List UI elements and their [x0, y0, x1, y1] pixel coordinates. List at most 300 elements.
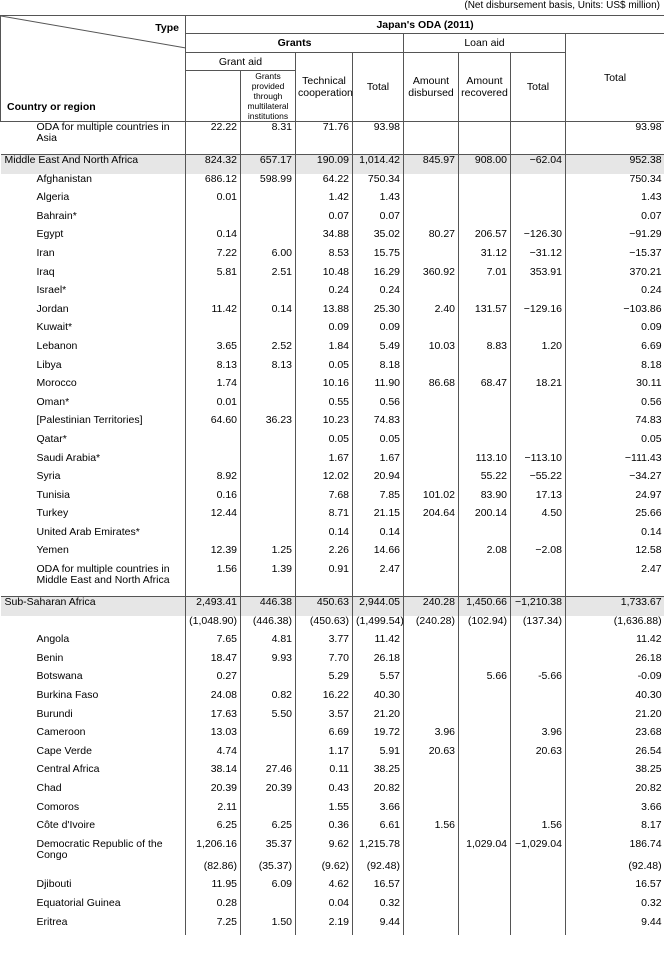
header-loan-total: Total — [511, 53, 566, 122]
value-cell — [404, 917, 459, 936]
value-cell: 5.29 — [296, 671, 353, 690]
value-cell: 845.97 — [404, 155, 459, 174]
value-cell: 0.28 — [186, 898, 241, 917]
value-cell: 360.92 — [404, 267, 459, 286]
row-name: Iraq — [36, 265, 55, 278]
value-cell: 4.81 — [241, 634, 296, 653]
value-cell: (92.48) — [353, 861, 404, 880]
value-cell: 8.17 — [566, 820, 664, 839]
value-cell — [459, 764, 511, 783]
value-cell — [186, 527, 241, 546]
value-cell — [404, 434, 459, 453]
value-cell: 15.75 — [353, 248, 404, 267]
value-cell — [511, 322, 566, 341]
table-row — [1, 709, 664, 728]
value-cell — [459, 898, 511, 917]
value-cell: 2.08 — [459, 545, 511, 564]
value-cell: −31.12 — [511, 248, 566, 267]
header-grant-aid-blank — [186, 71, 241, 122]
row-name: Morocco — [36, 377, 77, 390]
spacer-cell — [296, 586, 353, 597]
value-cell: 4.50 — [511, 508, 566, 527]
value-cell: 0.05 — [353, 434, 404, 453]
value-cell — [404, 653, 459, 672]
value-cell: 1.39 — [241, 564, 296, 586]
value-cell: 20.82 — [353, 783, 404, 802]
value-cell: 3.66 — [566, 802, 664, 821]
value-cell: 38.14 — [186, 764, 241, 783]
table-row — [1, 653, 664, 672]
value-cell — [404, 690, 459, 709]
value-cell: 12.58 — [566, 545, 664, 564]
table-row — [1, 634, 664, 653]
value-cell: 20.63 — [511, 746, 566, 765]
value-cell: 18.47 — [186, 653, 241, 672]
value-cell: 204.64 — [404, 508, 459, 527]
value-cell — [404, 471, 459, 490]
value-cell — [511, 709, 566, 728]
value-cell: −15.37 — [566, 248, 664, 267]
table-row — [1, 527, 664, 546]
spacer-cell — [241, 586, 296, 597]
value-cell — [404, 174, 459, 193]
value-cell: 0.07 — [296, 211, 353, 230]
value-cell — [511, 898, 566, 917]
value-cell: 26.18 — [566, 653, 664, 672]
value-cell: 1.17 — [296, 746, 353, 765]
table-row — [1, 248, 664, 267]
value-cell — [459, 434, 511, 453]
value-cell — [241, 378, 296, 397]
value-cell: 450.63 — [296, 597, 353, 616]
value-cell: 10.48 — [296, 267, 353, 286]
table-row — [1, 229, 664, 248]
value-cell: 24.97 — [566, 490, 664, 509]
value-cell: 0.55 — [296, 397, 353, 416]
row-name: Burkina Faso — [36, 689, 99, 702]
value-cell: 3.77 — [296, 634, 353, 653]
value-cell: 30.11 — [566, 378, 664, 397]
value-cell: 1.20 — [511, 341, 566, 360]
value-cell: 26.54 — [566, 746, 664, 765]
value-cell: 6.61 — [353, 820, 404, 839]
table-row — [1, 861, 664, 880]
value-cell: 206.57 — [459, 229, 511, 248]
header-total: Total — [566, 34, 664, 122]
oda-table — [0, 15, 664, 935]
value-cell — [459, 820, 511, 839]
value-cell — [241, 397, 296, 416]
table-row — [1, 898, 664, 917]
value-cell: 20.82 — [566, 783, 664, 802]
value-cell: 64.60 — [186, 415, 241, 434]
value-cell: 2.52 — [241, 341, 296, 360]
value-cell: 8.71 — [296, 508, 353, 527]
value-cell: 26.18 — [353, 653, 404, 672]
table-row — [1, 746, 664, 765]
value-cell: −111.43 — [566, 453, 664, 472]
value-cell — [404, 709, 459, 728]
value-cell: 0.16 — [186, 490, 241, 509]
value-cell — [459, 727, 511, 746]
value-cell: 657.17 — [241, 155, 296, 174]
value-cell: 2.51 — [241, 267, 296, 286]
table-row — [1, 727, 664, 746]
value-cell — [459, 397, 511, 416]
value-cell: 370.21 — [566, 267, 664, 286]
value-cell: −34.27 — [566, 471, 664, 490]
value-cell — [241, 898, 296, 917]
value-cell — [404, 671, 459, 690]
value-cell — [404, 861, 459, 880]
table-row — [1, 564, 664, 586]
value-cell — [241, 192, 296, 211]
value-cell — [459, 415, 511, 434]
spacer-cell — [1, 144, 186, 155]
spacer-cell — [511, 586, 566, 597]
value-cell — [404, 879, 459, 898]
value-cell: 0.11 — [296, 764, 353, 783]
value-cell — [241, 322, 296, 341]
value-cell: 5.91 — [353, 746, 404, 765]
value-cell: 0.32 — [353, 898, 404, 917]
value-cell: 1,206.16 — [186, 839, 241, 861]
value-cell — [404, 322, 459, 341]
value-cell — [459, 783, 511, 802]
value-cell: −55.22 — [511, 471, 566, 490]
value-cell — [404, 802, 459, 821]
value-cell: 93.98 — [353, 122, 404, 145]
value-cell: 8.18 — [353, 360, 404, 379]
row-name: Israel* — [36, 284, 67, 297]
value-cell: 0.14 — [296, 527, 353, 546]
region-row — [1, 597, 664, 616]
row-name — [1, 616, 186, 635]
value-cell: 0.04 — [296, 898, 353, 917]
value-cell: 7.65 — [186, 634, 241, 653]
value-cell: 0.14 — [566, 527, 664, 546]
value-cell: 20.39 — [186, 783, 241, 802]
value-cell: 2,944.05 — [353, 597, 404, 616]
table-row — [1, 434, 664, 453]
value-cell — [404, 248, 459, 267]
row-name: Bahrain* — [36, 209, 77, 222]
value-cell: 40.30 — [353, 690, 404, 709]
value-cell — [511, 653, 566, 672]
table-row — [1, 783, 664, 802]
value-cell: 5.81 — [186, 267, 241, 286]
value-cell: 7.22 — [186, 248, 241, 267]
table-row — [1, 453, 664, 472]
value-cell: (82.86) — [186, 861, 241, 880]
row-name: Saudi Arabia* — [36, 451, 101, 464]
value-cell — [241, 471, 296, 490]
value-cell: 11.42 — [353, 634, 404, 653]
value-cell: 4.74 — [186, 746, 241, 765]
spacer-cell — [353, 586, 404, 597]
value-cell: 14.66 — [353, 545, 404, 564]
value-cell: 1.42 — [296, 192, 353, 211]
value-cell: 1.55 — [296, 802, 353, 821]
value-cell — [404, 527, 459, 546]
value-cell — [404, 764, 459, 783]
value-cell: 2.19 — [296, 917, 353, 936]
value-cell: (1,048.90) — [186, 616, 241, 635]
row-name: Botswana — [36, 670, 83, 683]
table-row — [1, 820, 664, 839]
value-cell: 1.74 — [186, 378, 241, 397]
value-cell: 68.47 — [459, 378, 511, 397]
spacer-cell — [404, 144, 459, 155]
value-cell — [511, 174, 566, 193]
value-cell: 16.22 — [296, 690, 353, 709]
value-cell — [241, 527, 296, 546]
value-cell: 20.94 — [353, 471, 404, 490]
value-cell — [459, 690, 511, 709]
value-cell: 5.66 — [459, 671, 511, 690]
value-cell — [459, 746, 511, 765]
value-cell: 1.43 — [353, 192, 404, 211]
value-cell — [186, 453, 241, 472]
value-cell — [511, 783, 566, 802]
value-cell: 1.43 — [566, 192, 664, 211]
row-name: ODA for multiple countries in Asia — [36, 121, 170, 144]
value-cell: 101.02 — [404, 490, 459, 509]
value-cell: 16.29 — [353, 267, 404, 286]
value-cell: 24.08 — [186, 690, 241, 709]
value-cell: 9.44 — [566, 917, 664, 936]
value-cell — [404, 634, 459, 653]
value-cell — [511, 192, 566, 211]
table-row — [1, 304, 664, 323]
table-row — [1, 174, 664, 193]
value-cell: 1.67 — [353, 453, 404, 472]
value-cell — [459, 174, 511, 193]
value-cell — [511, 564, 566, 586]
table-row — [1, 802, 664, 821]
value-cell: 10.03 — [404, 341, 459, 360]
value-cell: 86.68 — [404, 378, 459, 397]
table-row — [1, 490, 664, 509]
value-cell — [241, 802, 296, 821]
row-name: Middle East And North Africa — [1, 155, 186, 174]
value-cell: 1.50 — [241, 917, 296, 936]
value-cell — [459, 653, 511, 672]
row-name: Turkey — [36, 507, 69, 520]
value-cell — [404, 211, 459, 230]
value-cell: (92.48) — [566, 861, 664, 880]
value-cell: 7.85 — [353, 490, 404, 509]
spacer-cell — [404, 586, 459, 597]
value-cell — [241, 727, 296, 746]
value-cell: 16.57 — [353, 879, 404, 898]
value-cell — [459, 879, 511, 898]
value-cell: 5.49 — [353, 341, 404, 360]
row-name: Cape Verde — [36, 744, 92, 757]
header-via-multilateral: Grants provided through multilateral institutions — [241, 71, 296, 122]
row-name: Kuwait* — [36, 321, 73, 334]
table-row — [1, 917, 664, 936]
value-cell: 4.62 — [296, 879, 353, 898]
table-row — [1, 192, 664, 211]
table-row — [1, 341, 664, 360]
value-cell — [241, 453, 296, 472]
value-cell: 7.70 — [296, 653, 353, 672]
value-cell: 186.74 — [566, 839, 664, 861]
value-cell — [186, 285, 241, 304]
table-row — [1, 545, 664, 564]
value-cell: 12.02 — [296, 471, 353, 490]
value-cell: 131.57 — [459, 304, 511, 323]
value-cell — [241, 490, 296, 509]
value-cell: 0.09 — [353, 322, 404, 341]
value-cell: 40.30 — [566, 690, 664, 709]
value-cell: (137.34) — [511, 616, 566, 635]
header-grants: Grants — [186, 34, 404, 53]
value-cell: (1,636.88) — [566, 616, 664, 635]
value-cell: 0.36 — [296, 820, 353, 839]
value-cell: 6.25 — [186, 820, 241, 839]
value-cell: 0.01 — [186, 192, 241, 211]
value-cell: 1.56 — [186, 564, 241, 586]
value-cell — [404, 192, 459, 211]
value-cell: 8.31 — [241, 122, 296, 145]
row-name: Comoros — [36, 800, 80, 813]
table-row — [1, 508, 664, 527]
table-row — [1, 267, 664, 286]
value-cell: 446.38 — [241, 597, 296, 616]
table-row — [1, 360, 664, 379]
row-name: Yemen — [36, 544, 69, 557]
value-cell: 38.25 — [566, 764, 664, 783]
spacer-cell — [241, 144, 296, 155]
value-cell: 3.96 — [511, 727, 566, 746]
spacer-row — [1, 586, 664, 597]
value-cell: 10.23 — [296, 415, 353, 434]
table-row — [1, 879, 664, 898]
value-cell: 55.22 — [459, 471, 511, 490]
table-row — [1, 839, 664, 861]
value-cell: −113.10 — [511, 453, 566, 472]
table-row — [1, 764, 664, 783]
value-cell — [404, 397, 459, 416]
value-cell: 113.10 — [459, 453, 511, 472]
value-cell: 38.25 — [353, 764, 404, 783]
value-cell — [511, 802, 566, 821]
row-name: Democratic Republic of the Congo — [36, 837, 163, 861]
table-row — [1, 671, 664, 690]
value-cell: 83.90 — [459, 490, 511, 509]
value-cell: 7.68 — [296, 490, 353, 509]
table-row — [1, 415, 664, 434]
value-cell — [511, 285, 566, 304]
value-cell — [459, 211, 511, 230]
value-cell: 25.30 — [353, 304, 404, 323]
row-name: United Arab Emirates* — [36, 525, 140, 538]
header-amount-recovered: Amount recovered — [459, 53, 511, 122]
spacer-cell — [1, 586, 186, 597]
spacer-cell — [566, 144, 664, 155]
value-cell: 18.21 — [511, 378, 566, 397]
value-cell — [404, 564, 459, 586]
value-cell: 20.39 — [241, 783, 296, 802]
row-name: Jordan — [36, 302, 69, 315]
value-cell — [511, 527, 566, 546]
region-row — [1, 155, 664, 174]
value-cell — [241, 508, 296, 527]
value-cell: 2,493.41 — [186, 597, 241, 616]
value-cell: 0.05 — [296, 434, 353, 453]
value-cell: 8.13 — [186, 360, 241, 379]
value-cell — [511, 434, 566, 453]
table-row — [1, 322, 664, 341]
row-name: Lebanon — [36, 339, 78, 352]
header-technical: Technical cooperation — [296, 53, 353, 122]
value-cell — [511, 861, 566, 880]
value-cell: 21.20 — [353, 709, 404, 728]
value-cell — [404, 415, 459, 434]
spacer-cell — [353, 144, 404, 155]
value-cell: 1.67 — [296, 453, 353, 472]
value-cell — [241, 285, 296, 304]
value-cell: 0.32 — [566, 898, 664, 917]
value-cell: 11.95 — [186, 879, 241, 898]
table-row — [1, 690, 664, 709]
value-cell: 6.25 — [241, 820, 296, 839]
spacer-row — [1, 144, 664, 155]
value-cell — [511, 122, 566, 145]
value-cell: 200.14 — [459, 508, 511, 527]
value-cell: 824.32 — [186, 155, 241, 174]
value-cell: 3.57 — [296, 709, 353, 728]
value-cell — [459, 861, 511, 880]
spacer-cell — [566, 586, 664, 597]
value-cell: (240.28) — [404, 616, 459, 635]
value-cell: 3.66 — [353, 802, 404, 821]
value-cell — [459, 322, 511, 341]
spacer-cell — [511, 144, 566, 155]
row-name: Equatorial Guinea — [36, 896, 121, 909]
header-amount-disbursed: Amount disbursed — [404, 53, 459, 122]
value-cell: (1,499.54) — [353, 616, 404, 635]
value-cell: 36.23 — [241, 415, 296, 434]
value-cell: 0.56 — [353, 397, 404, 416]
value-cell: 35.37 — [241, 839, 296, 861]
value-cell — [459, 122, 511, 145]
value-cell: 27.46 — [241, 764, 296, 783]
value-cell: 0.07 — [566, 211, 664, 230]
value-cell: −129.16 — [511, 304, 566, 323]
row-name: Chad — [36, 782, 62, 794]
value-cell: 1,029.04 — [459, 839, 511, 861]
value-cell: 1,733.67 — [566, 597, 664, 616]
row-name: Côte d'Ivoire — [36, 819, 96, 832]
row-name: Angola — [36, 633, 70, 646]
row-name — [1, 861, 186, 880]
value-cell: 12.44 — [186, 508, 241, 527]
row-name: Qatar* — [36, 432, 67, 445]
value-cell — [241, 671, 296, 690]
value-cell: (446.38) — [241, 616, 296, 635]
value-cell: 0.14 — [241, 304, 296, 323]
row-name: Libya — [36, 358, 62, 371]
value-cell — [511, 690, 566, 709]
value-cell: 8.83 — [459, 341, 511, 360]
value-cell: 25.66 — [566, 508, 664, 527]
table-row — [1, 122, 664, 145]
value-cell: 0.09 — [296, 322, 353, 341]
table-row — [1, 616, 664, 635]
